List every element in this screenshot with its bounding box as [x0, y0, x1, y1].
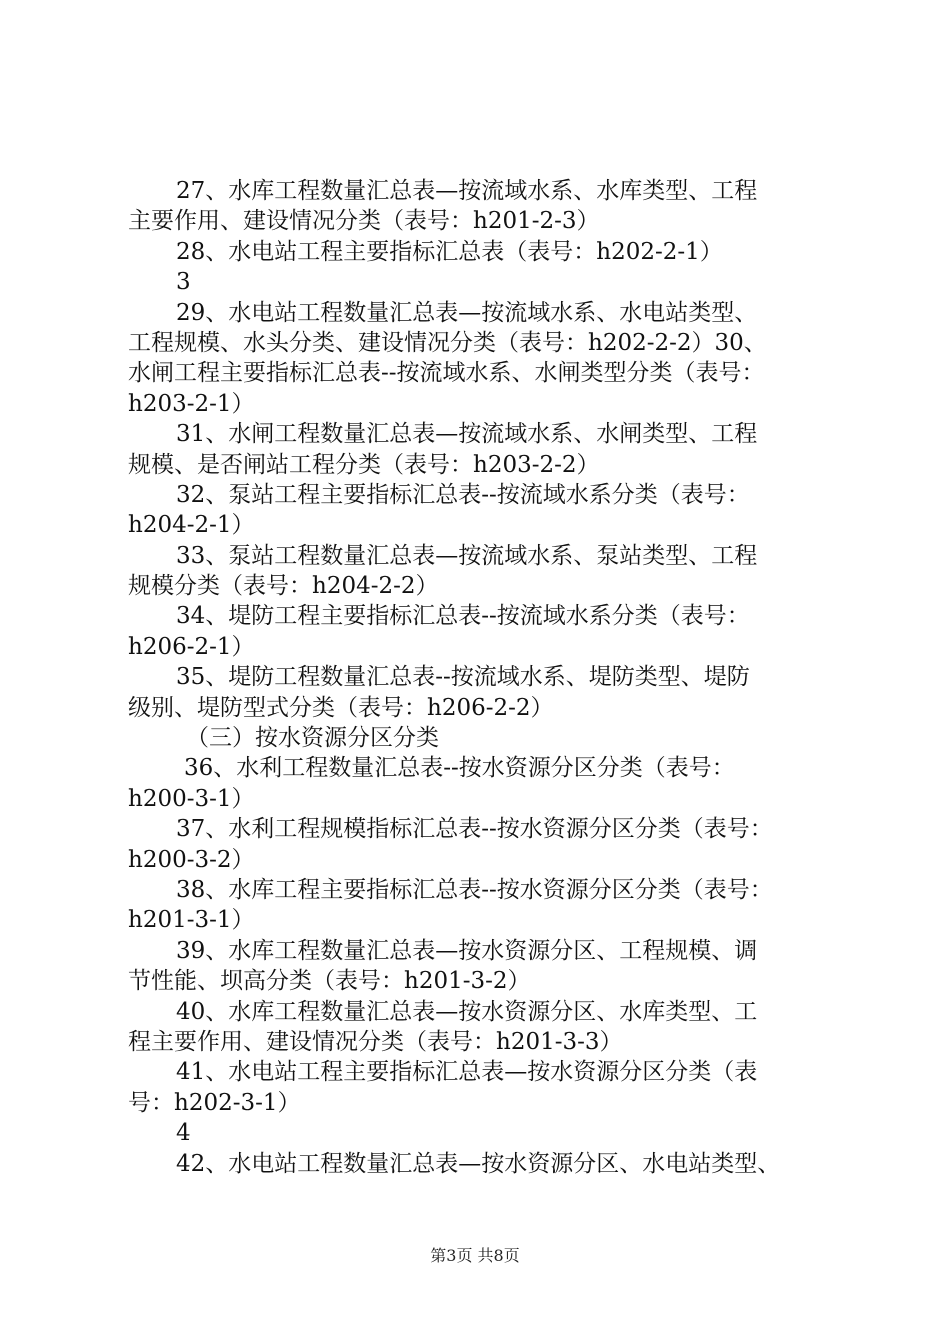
text-line: 31、水闸工程数量汇总表—按流域水系、水闸类型、工程	[176, 421, 758, 448]
text-line: 41、水电站工程主要指标汇总表—按水资源分区分类（表	[176, 1059, 758, 1086]
text-line: 38、水库工程主要指标汇总表--按水资源分区分类（表号：	[176, 876, 773, 903]
text-line: 水闸工程主要指标汇总表--按流域水系、水闸类型分类（表号：	[128, 360, 765, 387]
text-line: 28、水电站工程主要指标汇总表（表号：h202-2-1）	[176, 238, 723, 265]
text-line: h204-2-1）	[128, 512, 255, 539]
text-line: 节性能、坝高分类（表号：h201-3-2）	[128, 968, 531, 995]
text-line: 35、堤防工程数量汇总表--按流域水系、堤防类型、堤防	[176, 664, 750, 691]
section-heading: （三）按水资源分区分类	[186, 725, 439, 752]
text-line: 号：h202-3-1）	[128, 1089, 301, 1116]
text-line: 规模分类（表号：h204-2-2）	[128, 573, 439, 600]
text-line: 29、水电站工程数量汇总表—按流域水系、水电站类型、	[176, 299, 758, 326]
text-line: 42、水电站工程数量汇总表—按水资源分区、水电站类型、	[176, 1150, 781, 1177]
text-line: 级别、堤防型式分类（表号：h206-2-2）	[128, 694, 554, 721]
text-line: h201-3-1）	[128, 907, 255, 934]
text-line: 39、水库工程数量汇总表—按水资源分区、工程规模、调	[176, 937, 758, 964]
text-line: 36、水利工程数量汇总表--按水资源分区分类（表号：	[184, 755, 735, 782]
page-number-marker: 4	[176, 1120, 191, 1147]
text-line: h203-2-1）	[128, 390, 255, 417]
text-line: h206-2-1）	[128, 633, 255, 660]
text-line: 工程规模、水头分类、建设情况分类（表号：h202-2-2）30、	[128, 329, 767, 356]
text-line: 34、堤防工程主要指标汇总表--按流域水系分类（表号：	[176, 603, 750, 630]
page-number-marker: 3	[176, 269, 191, 296]
text-line: h200-3-2）	[128, 846, 255, 873]
text-line: 33、泵站工程数量汇总表—按流域水系、泵站类型、工程	[176, 542, 758, 569]
document-body	[128, 176, 838, 1179]
text-line: 程主要作用、建设情况分类（表号：h201-3-3）	[128, 1028, 623, 1055]
page-footer: 第3页 共8页	[430, 1246, 520, 1265]
text-line: 40、水库工程数量汇总表—按水资源分区、水库类型、工	[176, 998, 758, 1025]
text-line: 37、水利工程规模指标汇总表--按水资源分区分类（表号：	[176, 816, 773, 843]
text-line: 27、水库工程数量汇总表—按流域水系、水库类型、工程	[176, 178, 758, 204]
text-line: 主要作用、建设情况分类（表号：h201-2-3）	[128, 208, 600, 235]
text-line: 32、泵站工程主要指标汇总表--按流域水系分类（表号：	[176, 481, 750, 508]
text-line: h200-3-1）	[128, 785, 255, 812]
text-line: 规模、是否闸站工程分类（表号：h203-2-2）	[128, 451, 600, 478]
